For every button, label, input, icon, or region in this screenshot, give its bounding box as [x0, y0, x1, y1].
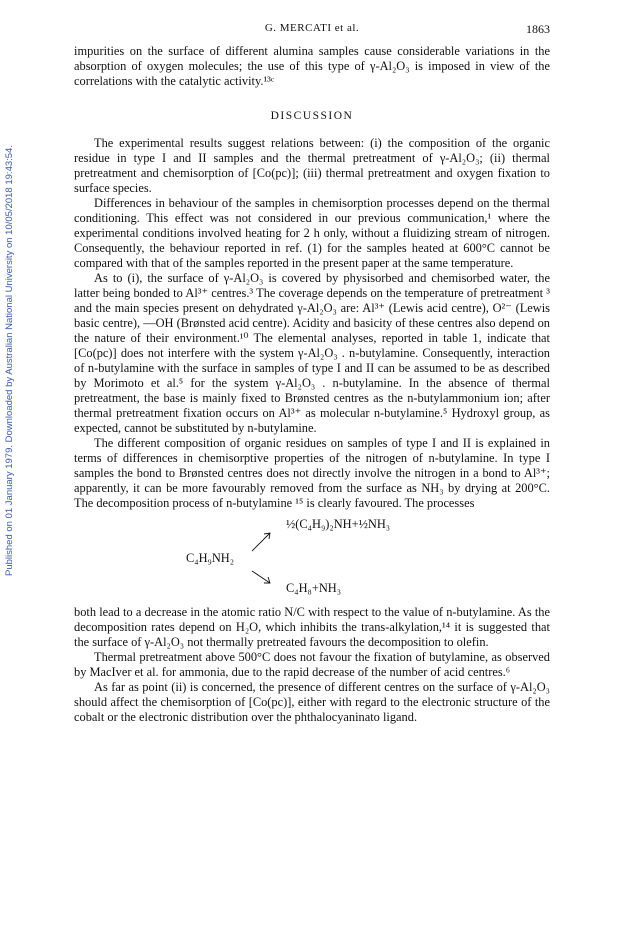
- scheme-arrows: [74, 513, 550, 601]
- paragraph: Thermal pretreatment above 500°C does not favour the fixation of butylamine, as observed by MacIver et al. for ammonia, due to the rapid decrease of the number of acid centres.⁶: [74, 650, 550, 679]
- paragraph: The experimental results suggest relations between: (i) the composition of the organic residue in type I and II samples and the thermal pretreatment of γ-Al₂O₃; (ii) thermal pretreatment and chemisorption of [Co(pc)]; (iii) thermal pretreatment and oxygen fixation to surface species.: [74, 136, 550, 195]
- running-head: G. MERCATI et al.: [264, 22, 360, 34]
- section-heading: DISCUSSION: [270, 110, 354, 122]
- reaction-scheme: [74, 513, 550, 601]
- paragraph: both lead to a decrease in the atomic ratio N/C with respect to the value of n-butylamine. As the decomposition rates depend on H₂O, which inhibits the trans-alkylation,¹⁴ it is suggested that the surface of γ-Al₂O₃ not thermally pretreated favours the decomposition to olefin.: [74, 605, 550, 649]
- arrow-up: [252, 533, 270, 551]
- paragraph: Differences in behaviour of the samples in chemisorption processes depend on the thermal conditioning. This effect was not considered in our previous communication,¹ where the experimental conditions involved heating for 2 h only, without a fluidizing stream of nitrogen. Consequently, the behaviour reported in ref. (1) for the samples heated at 600°C cannot be compared with that of the samples reported in the present paper at the same temperature.: [74, 196, 550, 270]
- download-notice: [2, 20, 16, 700]
- paragraph: As to (i), the surface of γ-Al₂O₃ is covered by physisorbed and chemisorbed water, the latter being bonded to Al³⁺ centres.³ The coverage depends on the temperature of pretreatment ³ and the main species present on dehydrated γ-Al₂O₃ are: Al³⁺ (Lewis acid centre), O²⁻ (Lewis basic centre), —OH (Brønsted acid centre). Acidity and basicity of these centres also depend on the nature of their environment.¹⁰ The elemental analyses, reported in table 1, indicate that [Co(pc)] does not interfere with the system γ-Al₂O₃ . n-butylamine. Consequently, interaction of n-butylamine with the surface in samples of type I and II can be assumed to be as described by Morimoto et al.⁵ for the system γ-Al₂O₃ . n-butylamine. In the absence of thermal pretreatment, the base is mainly fixed to Brønsted centres as the n-butylammonium ion; after thermal pretreatment fixation occurs on Al³⁺ as molecular n-butylamine.⁵ Hydroxyl group, as expected, cannot be substituted by n-butylamine.: [74, 271, 550, 435]
- page-number: 1863: [526, 22, 550, 36]
- page-header: [74, 22, 550, 38]
- scheme-product-upper: ½(C₄H₉)₂NH+½NH₃: [286, 517, 391, 531]
- download-notice-text: Published on 01 January 1979. Downloaded by Australian National University on 10/05/2018 19:43:54.: [3, 144, 15, 576]
- paragraph-continued: impurities on the surface of different alumina samples cause considerable variations in the absorption of oxygen molecules; the use of this type of γ-Al₂O₃ is imposed in view of the correlations with the catalytic activity.¹³ᶜ: [74, 44, 550, 88]
- paragraph: As far as point (ii) is concerned, the presence of different centres on the surface of γ-Al₂O₃ should affect the chemisorption of [Co(pc)], either with regard to the electronic structure of the cobalt or the electronic distribution over the phthalocyaninato ligand.: [74, 680, 550, 724]
- paragraph: The different composition of organic residues on samples of type I and II is explained in terms of differences in chemisorptive properties of the nitrogen of n-butylamine. In type I samples the bond to Brønsted centres does not directly involve the nitrogen in a bond to Al³⁺; apparently, it can be more favourably removed from the surface as NH₃ by drying at 200°C. The decomposition process of n-butylamine ¹⁵ is clearly favoured. The processes: [74, 436, 550, 510]
- scheme-product-lower: C₄H₈+NH₃: [286, 581, 342, 595]
- article-body: [74, 44, 550, 725]
- arrow-down: [252, 571, 270, 583]
- scheme-reactant: C₄H₉NH₂: [186, 551, 235, 565]
